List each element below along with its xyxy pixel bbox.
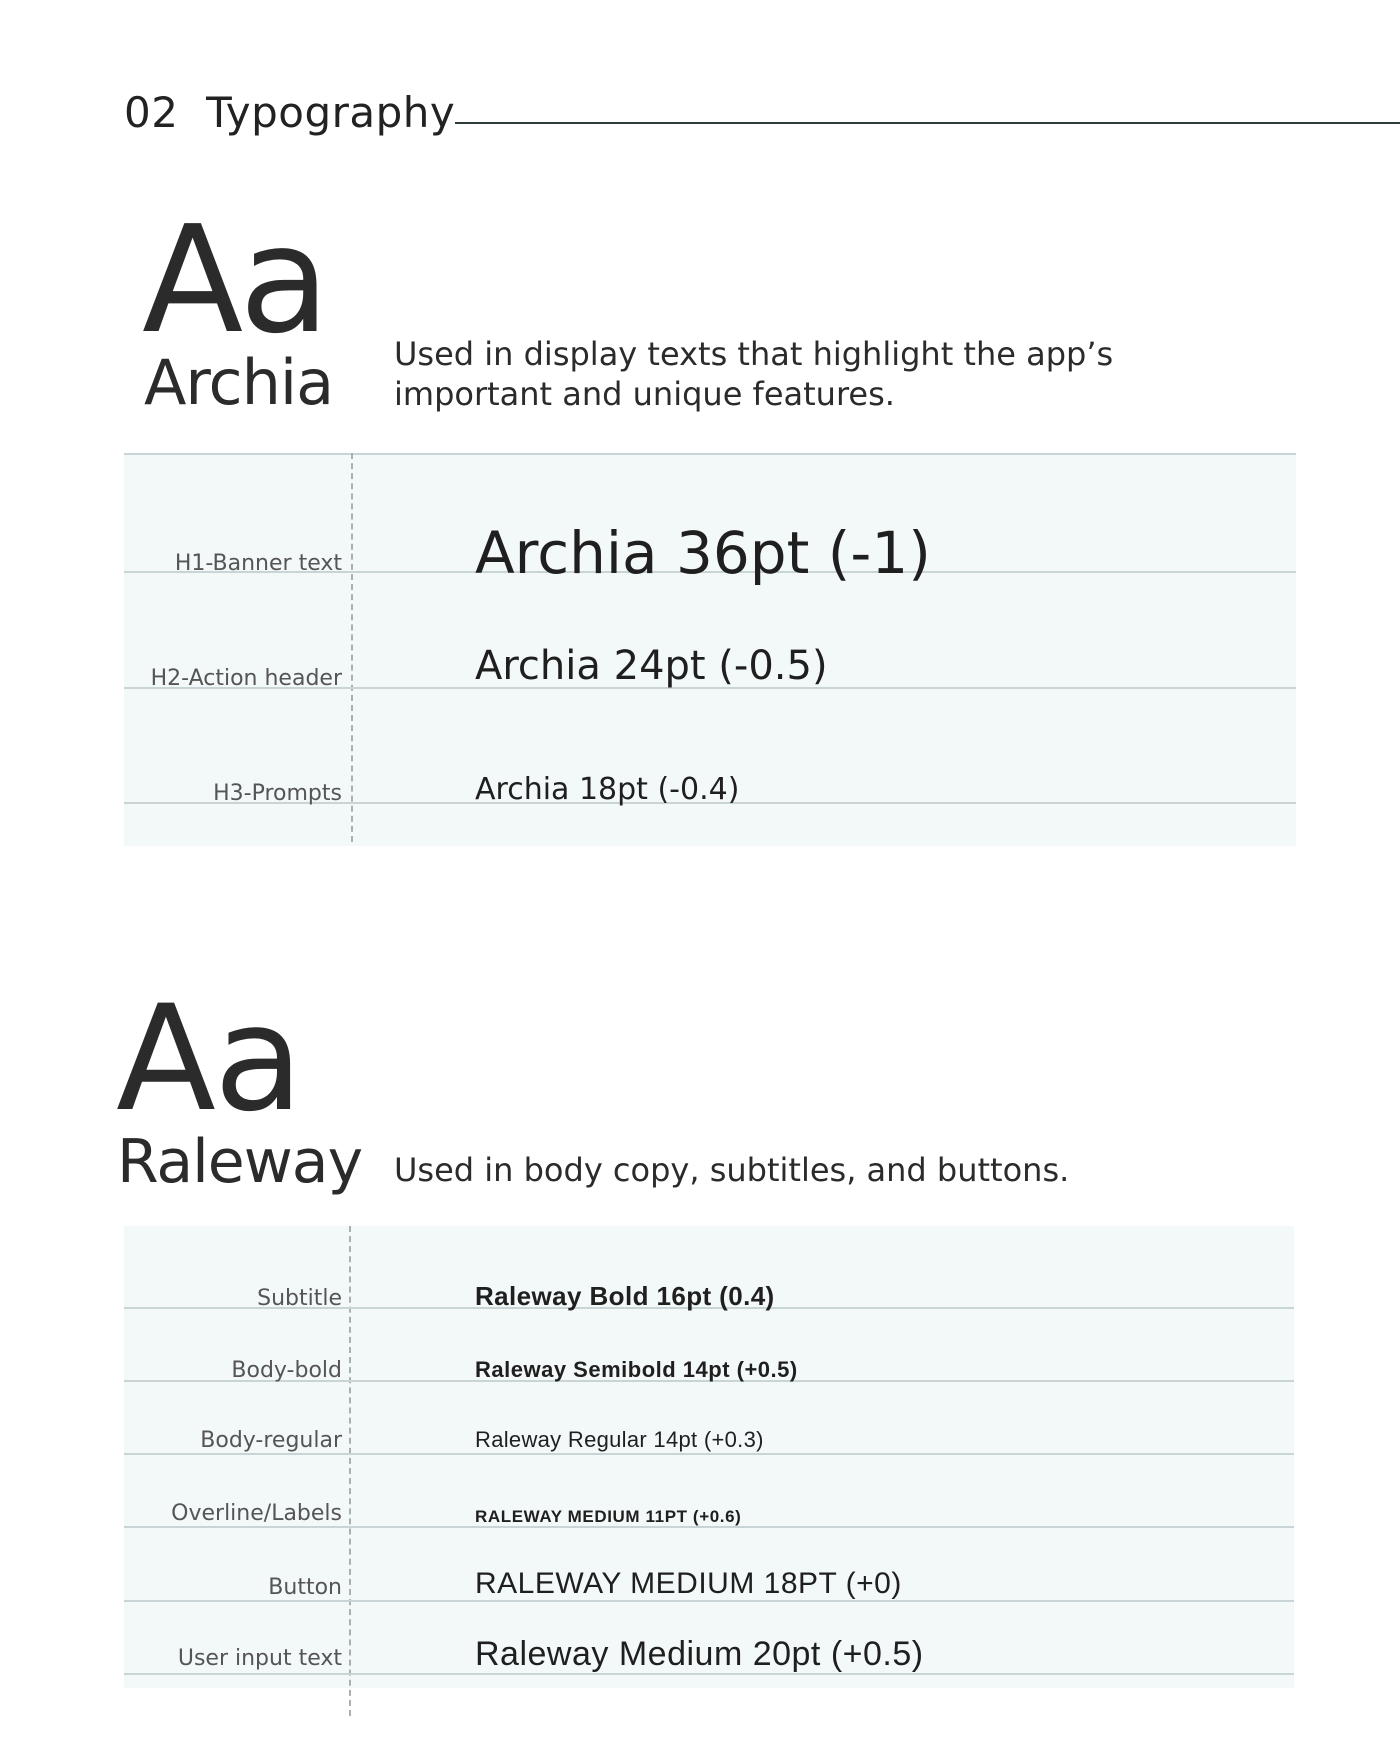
archia-style-panel (124, 453, 1296, 846)
section-number: 02 (124, 88, 179, 137)
style-row-body-bold (124, 1308, 1294, 1381)
raleway-description: Used in body copy, subtitles, and buttons. (394, 1151, 1070, 1189)
style-label: User input text (177, 1646, 342, 1671)
style-sample: RALEWAY MEDIUM 18PT (+0) (475, 1567, 902, 1600)
archia-description-line-2: important and unique features. (394, 375, 895, 413)
style-row-h3 (124, 688, 1296, 808)
style-row-button (124, 1527, 1294, 1601)
style-row-h1 (124, 453, 1296, 587)
style-row-user-input (124, 1601, 1294, 1688)
archia-font-name: Archia (144, 346, 334, 419)
style-sample: Archia 36pt (-1) (475, 519, 931, 587)
style-label: Subtitle (257, 1286, 342, 1311)
style-label: Body-regular (200, 1428, 342, 1453)
section-title (124, 88, 455, 137)
raleway-font-name: Raleway (117, 1127, 363, 1197)
style-sample: Archia 18pt (-0.4) (475, 772, 740, 807)
style-label: H1-Banner text (174, 551, 342, 576)
section-header (124, 88, 1400, 148)
section-heading: Typography (206, 88, 456, 137)
header-divider (455, 122, 1400, 124)
style-row-h2 (124, 573, 1296, 691)
style-sample: Archia 24pt (-0.5) (475, 643, 828, 689)
style-sample: RALEWAY MEDIUM 11PT (+0.6) (475, 1507, 742, 1526)
archia-specimen: Aa (142, 194, 326, 366)
style-label: H3-Prompts (213, 781, 342, 806)
raleway-style-panel (124, 1226, 1294, 1688)
style-row-subtitle (124, 1226, 1294, 1311)
archia-description-line-1: Used in display texts that highlight the app’s (394, 335, 1114, 373)
style-label: Overline/Labels (171, 1501, 342, 1526)
style-sample: Raleway Medium 20pt (+0.5) (475, 1635, 924, 1673)
style-label: Button (268, 1575, 342, 1600)
style-sample: Raleway Semibold 14pt (+0.5) (475, 1357, 798, 1382)
style-label: Body-bold (231, 1358, 342, 1383)
style-row-overline (124, 1454, 1294, 1527)
raleway-specimen: Aa (116, 974, 302, 1144)
style-sample: Raleway Bold 16pt (0.4) (475, 1281, 775, 1311)
style-sample: Raleway Regular 14pt (+0.3) (475, 1427, 764, 1452)
style-row-body-regular (124, 1381, 1294, 1454)
style-label: H2-Action header (150, 666, 342, 691)
archia-description (394, 334, 1154, 414)
